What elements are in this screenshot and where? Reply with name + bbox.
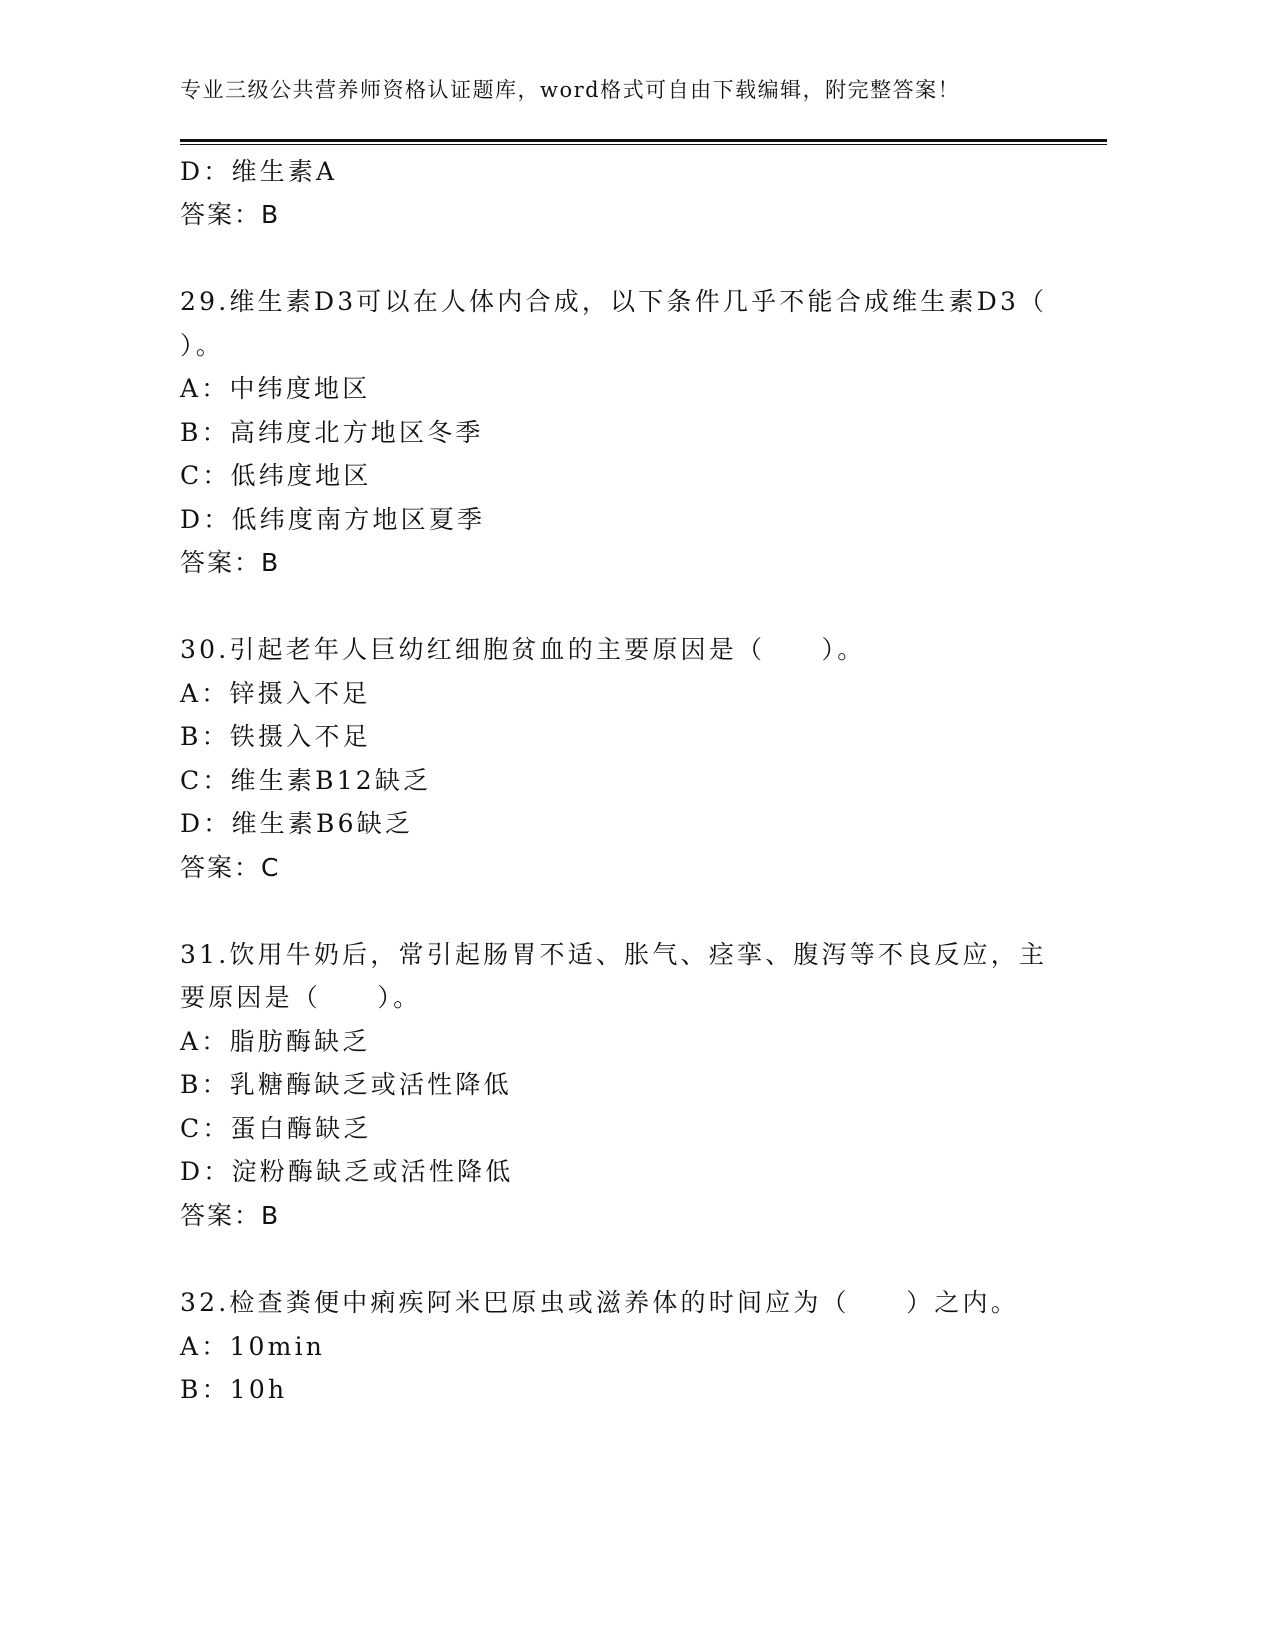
prev-question-option-d: D：维生素A [180, 157, 338, 186]
question-30-option-b: B：铁摄入不足 [180, 722, 371, 751]
question-29-stem: 29.维生素D3可以在人体内合成，以下条件几乎不能合成维生素D3（ [180, 287, 1048, 316]
question-29-option-a: A：中纬度地区 [180, 374, 371, 403]
question-30-option-d: D：维生素B6缺乏 [180, 809, 414, 838]
question-29-option-c: C：低纬度地区 [180, 461, 372, 490]
prev-question-answer: 答案：B [180, 200, 281, 229]
question-31-stem-continued: 要原因是（ ）。 [180, 983, 422, 1012]
question-29-stem-continued: ）。 [180, 331, 224, 360]
question-30-option-a: A：锌摄入不足 [180, 679, 371, 708]
question-31-stem: 31.饮用牛奶后，常引起肠胃不适、胀气、痉挛、腹泻等不良反应，主 [180, 940, 1048, 969]
question-29-option-b: B：高纬度北方地区冬季 [180, 418, 484, 447]
question-32-stem: 32.检查粪便中痢疾阿米巴原虫或滋养体的时间应为（ ）之内。 [180, 1288, 1019, 1317]
header-divider-thin [180, 144, 1107, 145]
question-30-stem: 30.引起老年人巨幼红细胞贫血的主要原因是（ ）。 [180, 635, 866, 664]
question-31-option-c: C：蛋白酶缺乏 [180, 1114, 372, 1143]
question-31-option-a: A：脂肪酶缺乏 [180, 1027, 371, 1056]
question-29-option-d: D：低纬度南方地区夏季 [180, 505, 486, 534]
question-32-option-a: A：10min [180, 1332, 326, 1361]
question-31-answer: 答案：B [180, 1201, 281, 1230]
question-30-option-c: C：维生素B12缺乏 [180, 766, 432, 795]
question-30-answer: 答案：C [180, 853, 281, 882]
header-divider-thick [180, 139, 1107, 142]
question-29-answer: 答案：B [180, 548, 281, 577]
page-header-text: 专业三级公共营养师资格认证题库，word格式可自由下载编辑，附完整答案！ [180, 78, 961, 102]
question-32-option-b: B：10h [180, 1375, 288, 1404]
question-31-option-b: B：乳糖酶缺乏或活性降低 [180, 1070, 512, 1099]
question-31-option-d: D：淀粉酶缺乏或活性降低 [180, 1157, 514, 1186]
